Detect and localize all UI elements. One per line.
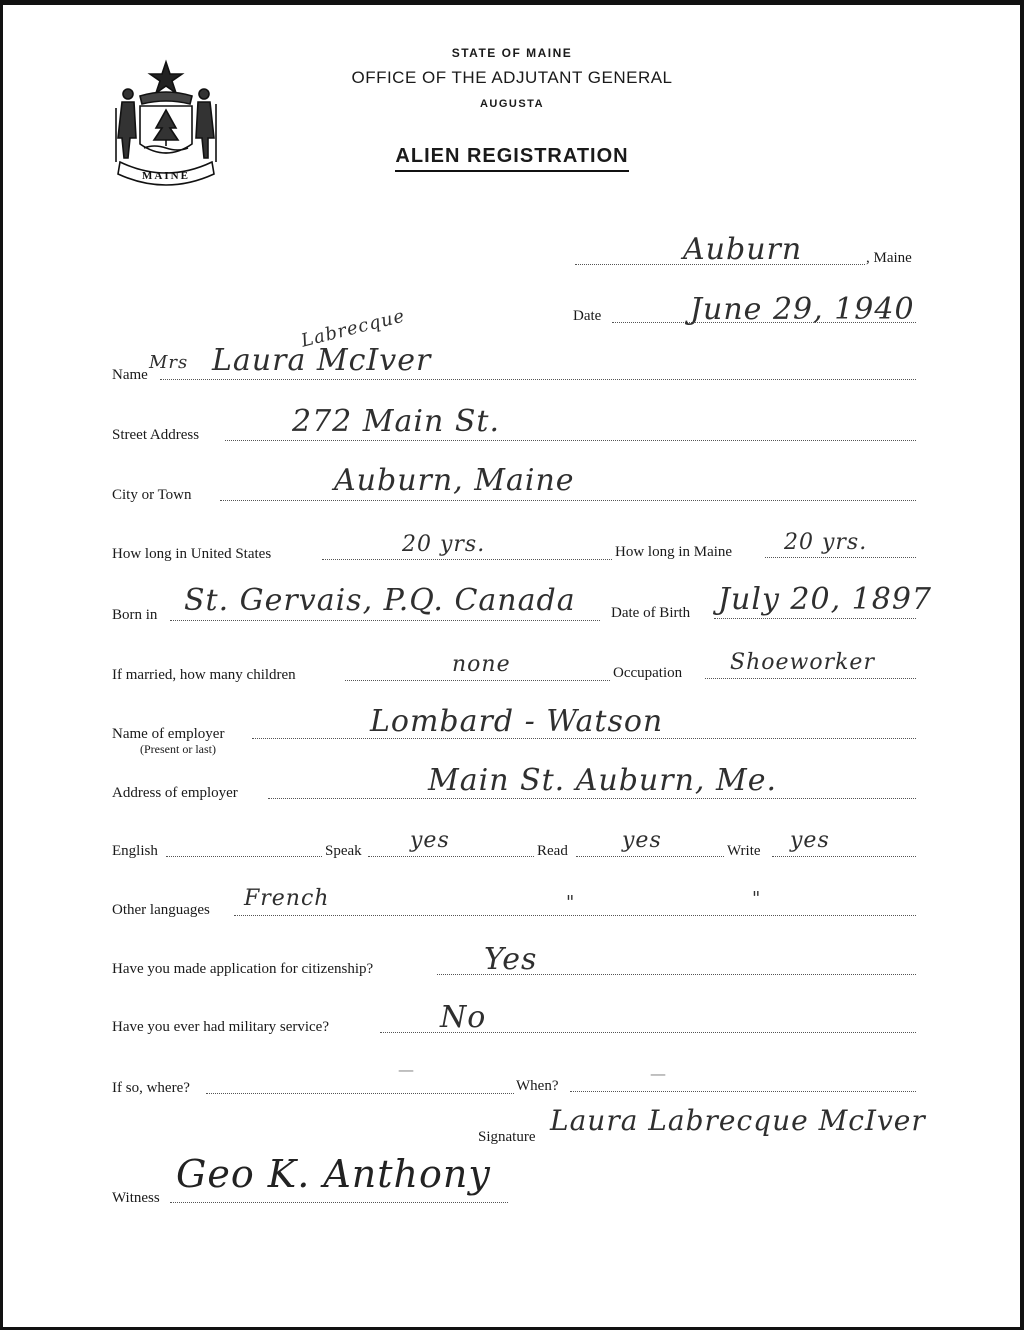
header-city: AUGUSTA [479,98,545,110]
witness-label: Witness [112,1190,160,1206]
children-line [345,680,610,681]
citizenship-entry: Yes [484,942,538,977]
employer-address-label: Address of employer [112,785,238,801]
street-label: Street Address [112,427,200,443]
other-languages-ditto-1: " [566,892,576,913]
dob-label: Date of Birth [611,605,691,621]
birthplace-entry: St. Gervais, P.Q. Canada [184,583,576,618]
write-label: Write [727,843,761,859]
when-entry: — [650,1064,667,1083]
date-label: Date [573,308,602,324]
children-label: If married, how many children [112,667,296,683]
read-label: Read [537,843,568,859]
years-maine-entry: 20 yrs. [784,530,868,555]
write-entry: yes [790,828,830,853]
other-languages-entry: French [244,886,330,911]
header-office: OFFICE OF THE ADJUTANT GENERAL [351,68,673,87]
form-title [0,145,1024,168]
dob-line [714,618,916,619]
when-line [570,1091,916,1092]
street-entry: 272 Main St. [292,404,500,439]
english-label: English [112,843,158,859]
employer-address-entry: Main St. Auburn, Me. [428,763,777,798]
when-label: When? [516,1078,559,1094]
witness-line [170,1202,508,1203]
name-label: Name [112,367,148,383]
signature-label: Signature [478,1129,536,1145]
birthplace-line [170,620,600,621]
occupation-line [705,678,916,679]
name-line [160,379,916,380]
other-languages-label: Other languages [112,902,210,918]
where-line [206,1093,514,1094]
town-entry: Auburn [683,232,803,267]
city-entry: Auburn, Maine [334,463,575,498]
seal-text: MAINE [142,170,190,182]
form-title-text: ALIEN REGISTRATION [395,145,628,172]
speak-entry: yes [410,828,450,853]
header-state: STATE OF MAINE [451,46,573,60]
dob-entry: July 20, 1897 [718,582,933,617]
years-us-entry: 20 yrs. [402,532,486,557]
name-insert-entry: Labrecque [299,305,408,352]
date-entry: June 29, 1940 [690,292,915,327]
employer-label: Name of employer [112,726,225,742]
years-maine-label: How long in Maine [615,544,733,560]
where-entry: — [398,1060,415,1079]
city-line [220,500,916,501]
english-line [166,856,322,857]
employer-address-line [268,798,916,799]
military-entry: No [440,1000,487,1035]
employer-entry: Lombard - Watson [370,704,664,739]
read-line [576,856,724,857]
witness-entry: Geo K. Anthony [176,1152,491,1196]
children-entry: none [452,652,511,677]
years-us-line [322,559,612,560]
signature-entry: Laura Labrecque McIver [550,1104,926,1137]
other-languages-ditto-2: " [752,888,762,909]
name-prefix-entry: Mrs [149,352,189,373]
occupation-entry: Shoeworker [730,650,875,675]
read-entry: yes [622,828,662,853]
speak-label: Speak [325,843,362,859]
speak-line [368,856,534,857]
city-label: City or Town [112,487,192,503]
employer-sub-label: (Present or last) [140,742,216,756]
street-line [225,440,916,441]
birthplace-label: Born in [112,607,158,623]
years-maine-line [765,557,916,558]
citizenship-label: Have you made application for citizenship? [112,961,374,977]
name-entry: Laura McIver [212,343,432,378]
other-languages-line [234,915,916,916]
where-label: If so, where? [112,1080,190,1096]
military-label: Have you ever had military service? [112,1019,329,1035]
years-us-label: How long in United States [112,546,272,562]
write-line [772,856,916,857]
town-suffix-label: , Maine [866,250,912,266]
occupation-label: Occupation [613,665,683,681]
